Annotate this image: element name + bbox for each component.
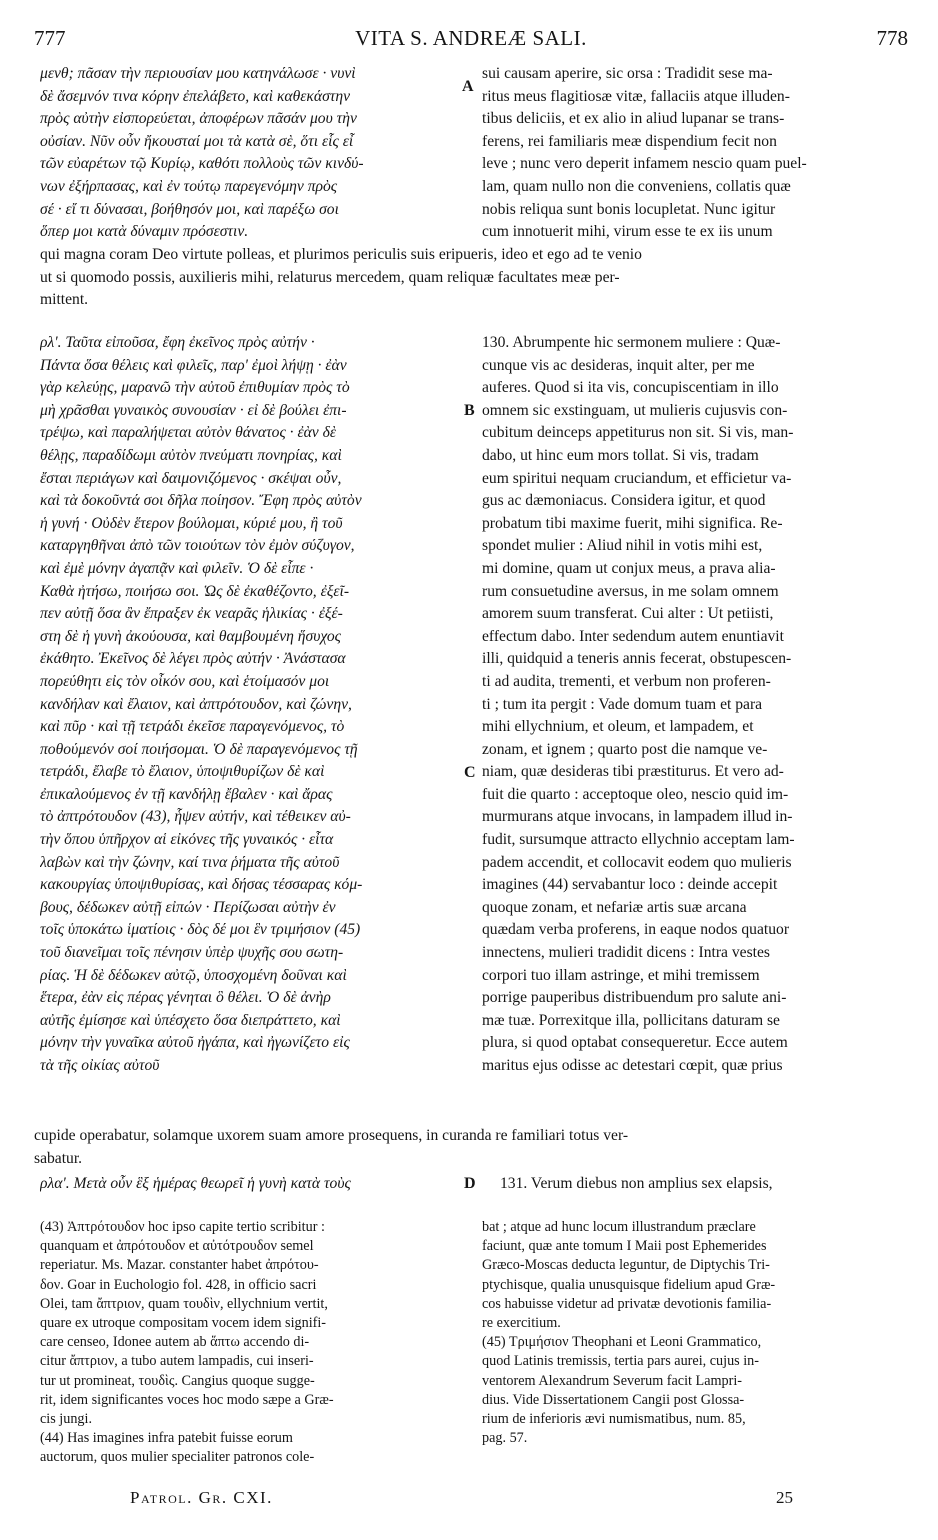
latin-column-block-1 xyxy=(482,63,898,244)
latin-line: quædam verba proferens, in eaque nodos quatuor xyxy=(482,921,790,939)
greek-line: πορεύθητι εἰς τὸν οἶκόν σου, καὶ ἑτοίμασόν μοι xyxy=(40,672,330,690)
greek-column-block-3 xyxy=(40,1173,468,1196)
greek-line: ρίας. Ἡ δὲ δέδωκεν αὐτῷ, ὑποσχομένη δοῦναι καὶ xyxy=(40,966,347,984)
latin-column-block-2 xyxy=(482,332,898,1078)
greek-line: μὴ χρᾶσθαι γυναικὸς συνουσίαν · εἰ δὲ βούλει ἐπι- xyxy=(40,401,347,419)
footnote-line: Græco-Moscas deducta leguntur, de Diptychis Tri- xyxy=(482,1257,770,1274)
latin-line: illi, quidquid a teneris annis fecerat, obstupescen- xyxy=(482,650,792,668)
footnote-line: δον. Goar in Euchologio fol. 428, in officio sacri xyxy=(40,1276,317,1293)
margin-marker-c: C xyxy=(464,764,476,781)
footnote-line: reperiatur. Ms. Mazar. constanter habet ἀπρότου- xyxy=(40,1257,319,1274)
greek-line: τοῦ διανεῖμαι τοῖς πένησιν ὑπὲρ ψυχῆς σου σωτη- xyxy=(40,944,344,962)
latin-line: spondet mulier : Aliud nihil in votis mihi est, xyxy=(482,537,763,555)
footnote-line: bat ; atque ad hunc locum illustrandum præclare xyxy=(482,1219,756,1235)
greek-line: καὶ ἐμὲ μόνην ἀγαπᾷν καὶ φιλεῖν. Ὁ δὲ εἶπε · xyxy=(40,559,314,577)
footnote-line: cis jungi. xyxy=(40,1411,93,1428)
footnote-line: rit, idem significantes voces hoc modo sæpe a Græ- xyxy=(40,1391,334,1408)
footnote-line: dius. Vide Dissertationem Cangii post Glossa- xyxy=(482,1391,745,1408)
latin-line: padem accendit, et collocavit eodem quo mulieris xyxy=(482,853,792,871)
greek-line: σέ · εἴ τι δύνασαι, βοήθησόν μοι, καὶ παρέξω σοι xyxy=(40,200,339,218)
latin-line: effectum dabo. Inter sedendum autem enuntiavit xyxy=(482,627,784,645)
greek-line: Καθὰ ἠτήσω, ποιήσω σοι. Ὡς δὲ ἐκαθέζοντο, ἐξεῖ- xyxy=(40,582,350,600)
running-title: VITA S. ANDREÆ SALI. xyxy=(355,26,587,50)
greek-line: πρὸς αὐτὴν εἰσπορεύεται, ἀποφέρων πᾶσάν μου τὴν xyxy=(40,110,357,128)
latin-line: fudit, sursumque attracto ellychnio acceptam lam- xyxy=(482,831,795,849)
footnote-line: quanquam et ἀπρότουδον et αὐτότρουδον semel xyxy=(40,1238,314,1255)
full-width-line: cupide operabatur, solamque uxorem suam amore prosequens, in curanda re familiari totus ver- xyxy=(34,1127,629,1144)
latin-line: lam, quam nullo non die conveniens, collatis quæ xyxy=(482,177,791,195)
greek-line: λαβὼν καὶ τὴν ζώνην, καί τινα ῥήματα τῆς αὐτοῦ xyxy=(40,853,340,871)
footnote-line: tur ut promineat, τουδὶς. Cangius quoque sugge- xyxy=(40,1372,315,1389)
greek-line: βους, δέδωκεν αὐτῇ εἰπών · Περίζωσαι αὐτὴν ἐν xyxy=(40,898,336,916)
greek-line: τοῖς ὑποκάτω ἱματίοις · δὸς δέ μοι ἓν τριμήσιον (45) xyxy=(40,921,361,939)
footnote-line: cos habuisse videtur ad privatæ devotionis familia- xyxy=(482,1295,772,1312)
latin-line: probatum tibi maxime fuerit, mihi significa. Re- xyxy=(482,514,783,532)
footnote-line: (45) Τριμήσιον Theophani et Leoni Grammatico, xyxy=(482,1334,762,1351)
footnote-line: rium de inferioris ævi numismatibus, num. 85, xyxy=(482,1411,746,1428)
greek-line: πεν αὐτῇ ὅσα ἂν ἔπραξεν ἐκ νεαρᾶς ἡλικίας · ἐξέ- xyxy=(40,605,343,623)
margin-marker-d: D xyxy=(464,1175,476,1192)
greek-line: ἐπικαλούμενος ἐν τῇ κανδήλῃ ἔβαλεν · καὶ ἄρας xyxy=(40,785,333,803)
greek-line: ἔσται περιάγων καὶ δαιμονιζόμενος · σκέψαι οὖν, xyxy=(40,469,342,487)
latin-line: corpori tuo illam astringe, et mihi tremissem xyxy=(482,966,760,984)
footnote-line: auctorum, quos mulier specialiter patronos cole- xyxy=(40,1449,315,1466)
latin-line: nobis reliqua sunt bonis locupletat. Nunc igitur xyxy=(482,200,776,218)
latin-line: mæ tuæ. Porrexitque illa, pollicitans daturam se xyxy=(482,1011,780,1029)
greek-line: ἕτερα, ἐὰν εἰς πέρας γένηται ὃ θέλει. Ὁ δὲ ἀνὴρ xyxy=(40,989,331,1007)
greek-line: ἐκάθητο. Ἐκεῖνος δὲ λέγει πρὸς αὐτήν · Ἀνάστασα xyxy=(40,650,346,668)
footer-page-number: 25 xyxy=(776,1488,793,1507)
greek-line: ρλα'. Μετὰ οὖν ἓξ ἡμέρας θεωρεῖ ἡ γυνὴ κατὰ τοὺς xyxy=(40,1175,351,1192)
latin-line: ti ad audita, trementi, et verbum non proferen- xyxy=(482,672,771,690)
greek-column-block-2 xyxy=(40,332,468,1078)
footer-series: Patrol. Gr. CXI. xyxy=(130,1488,273,1507)
greek-line: τετράδι, ἔλαβε τὸ ἔλαιον, ὑποψιθυρίζων δὲ καὶ xyxy=(40,763,325,781)
latin-line: maritus ejus odisse ac detestari cœpit, quæ prius xyxy=(482,1057,783,1074)
margin-marker-b: B xyxy=(464,402,475,419)
greek-line: ὅπερ μοι κατὰ δύναμιν πρόσεστιν. xyxy=(40,223,249,241)
footnote-line: Olei, tam ἄπτριον, quam τουδὶν, ellychnium vertit, xyxy=(40,1295,328,1312)
footnote-line: quare ex utroque compositam vocem idem signifi- xyxy=(40,1315,327,1332)
latin-line: omnem sic exstinguam, ut mulieris cujusvis con- xyxy=(482,401,788,419)
latin-line: zonam, et ignem ; quarto post die namque ve- xyxy=(482,740,768,758)
latin-line: quoque zonam, et nefariæ artis suæ arcana xyxy=(482,898,747,916)
full-width-line: qui magna coram Deo virtute polleas, et plurimos periculis suis eripueris, ideo et ego ad te venio xyxy=(40,246,642,263)
latin-line: amorem suum transferat. Cui alter : Ut petiisti, xyxy=(482,605,774,623)
greek-line: νων ἐξήρπασας, καὶ ἐν τούτῳ παρεγενόμην πρὸς xyxy=(40,177,338,195)
full-width-line: ut si quomodo possis, auxilieris mihi, relaturus mercedem, quam reliquæ facultates meæ per- xyxy=(40,268,620,286)
footnote-line: faciunt, quæ ante tomum I Maii post Ephemerides xyxy=(482,1238,767,1255)
latin-line: innectens, mulieri tradidit dicens : Intra vestes xyxy=(482,944,770,962)
latin-line: mi domine, quam ut conjux meus, a prava alia- xyxy=(482,559,776,577)
running-header xyxy=(34,26,908,58)
greek-line: τρέψω, καὶ παραλήψεται αὐτὸν θάνατος · ἐὰν δὲ xyxy=(40,424,337,442)
greek-line: κανδήλαν καὶ ἔλαιον, καὶ ἀπτρότουδον, καὶ ζώνην, xyxy=(40,695,352,713)
greek-line: τῶν εὐαρέτων τῷ Κυρίῳ, καθότι πολλοὺς τῶν κινδύ- xyxy=(40,155,364,173)
full-width-block-2 xyxy=(34,1125,900,1170)
latin-line: mihi ellychnium, et oleum, et lampadem, et xyxy=(482,718,754,736)
greek-line: ρλ'. Ταῦτα εἰποῦσα, ἔφη ἐκεῖνος πρὸς αὐτήν · xyxy=(40,334,315,351)
greek-line: τὰ τῆς οἰκίας αὐτοῦ xyxy=(40,1057,160,1074)
latin-line: plura, si quod optabat consequeretur. Ecce autem xyxy=(482,1034,788,1052)
greek-column-block-1 xyxy=(40,63,468,244)
greek-line: γὰρ κελεύῃς, μαρανῶ τὴν αὐτοῦ ἐπιθυμίαν πρὸς τὸ xyxy=(40,379,350,397)
greek-line: ἡ γυνή · Οὐδὲν ἕτερον βούλομαι, κύριέ μου, ἢ τοῦ xyxy=(40,514,343,532)
greek-line: μόνην τὴν γυναῖκα αὐτοῦ ἠγάπα, καὶ ἠγωνίζετο εἰς xyxy=(40,1034,350,1052)
latin-line: 130. Abrumpente hic sermonem muliere : Quæ- xyxy=(482,334,781,351)
right-page-number: 778 xyxy=(876,26,908,50)
greek-line: μενθ; πᾶσαν τὴν περιουσίαν μου κατηνάλωσε · νυνὶ xyxy=(40,65,356,82)
latin-line: eum spiritui nequam cruciandum, et efficietur va- xyxy=(482,469,792,487)
footnote-line: pag. 57. xyxy=(482,1430,528,1447)
greek-line: καὶ τὰ δοκοῦντά σοι δῆλα ποίησον. Ἔφη πρὸς αὐτὸν xyxy=(40,492,362,510)
latin-column-block-3 xyxy=(500,1173,898,1196)
latin-line: sui causam aperire, sic orsa : Tradidit sese ma- xyxy=(482,65,773,82)
greek-line: τὴν ὅπου ὑπῆρχον αἱ εἰκόνες τῆς γυναικός · εἶτα xyxy=(40,831,334,849)
footnote-line: quod Latinis tremissis, tertia pars aurei, cujus in- xyxy=(482,1353,759,1370)
latin-line: leve ; nunc vero deperit infamem nescio quam puel- xyxy=(482,155,807,173)
latin-line: dabo, ut hinc eum mors tollat. Si vis, tradam xyxy=(482,446,759,464)
greek-line: καταργηθῆναι ἀπὸ τῶν τοιούτων τὸν ἐμὸν σύζυγον, xyxy=(40,537,355,555)
latin-line: auferes. Quod si ita vis, concupiscentiam in illo xyxy=(482,379,779,397)
greek-line: δὲ ἄσεμνόν τινα κόρην ἐπελάβετο, καὶ καθεκάστην xyxy=(40,87,351,105)
left-page-number: 777 xyxy=(34,26,66,50)
latin-line: imagines (44) servabantur loco : deinde accepit xyxy=(482,876,778,894)
latin-line: porrige pauperibus distribuendum pro salute ani- xyxy=(482,989,787,1007)
footnote-line: re exercitium. xyxy=(482,1315,561,1332)
latin-line: fuit die quarto : acceptoque oleo, nescio quid im- xyxy=(482,785,789,803)
latin-line: niam, quæ desideras tibi præstiturus. Et vero ad- xyxy=(482,763,784,781)
latin-line: 131. Verum diebus non amplius sex elapsis, xyxy=(500,1175,773,1192)
latin-line: ti ; tum ita pergit : Vade domum tuam et para xyxy=(482,695,763,713)
footnote-line: care censeo, Idonee autem ab ἅπτω accendo di- xyxy=(40,1334,310,1351)
greek-line: αὐτῆς ἐμίσησε καὶ ὑπέσχετο ὅσα διεπράττετο, καὶ xyxy=(40,1011,341,1029)
latin-line: cum innotuerit mihi, virum esse te ex iis unum xyxy=(482,223,773,241)
latin-line: ritus meus flagitiosæ vitæ, fallaciis atque illuden- xyxy=(482,87,790,105)
latin-line: murmurans atque invocans, in lampadem illud in- xyxy=(482,808,793,826)
latin-line: rum consuetudine aversus, in me solam omnem xyxy=(482,582,779,600)
footnotes-left xyxy=(40,1218,462,1468)
greek-line: θέλῃς, παραδίδωμι αὐτὸν πνεύματι πονηρίας, καὶ xyxy=(40,446,342,464)
greek-line: στη δὲ ἡ γυνὴ ἀκούουσα, καὶ θαμβουμένη ἥσυχος xyxy=(40,627,342,645)
footnotes-right xyxy=(482,1218,898,1448)
latin-line: ferens, rei familiaris meæ dispendium fecit non xyxy=(482,132,777,150)
full-width-block-1 xyxy=(40,244,900,312)
full-width-line: mittent. xyxy=(40,291,89,309)
footnote-line: ventorem Alexandrum Severum facit Lampri- xyxy=(482,1372,743,1389)
footnote-line: (44) Has imagines infra patebit fuisse eorum xyxy=(40,1430,293,1447)
greek-line: ποθούμενόν σοί ποιήσομαι. Ὁ δὲ παραγενόμενος τῇ xyxy=(40,740,358,758)
latin-line: cunque vis ac desideras, inquit alter, per me xyxy=(482,356,755,374)
greek-line: κακουργίας ὑποψιθυρίσας, καὶ δήσας τέσσαρας κόμ- xyxy=(40,876,363,894)
footnote-line: (43) Ἀπτρότουδον hoc ipso capite tertio scribitur : xyxy=(40,1219,325,1235)
margin-marker-a: A xyxy=(462,78,474,95)
latin-line: cubitum deinceps appetiturus non sit. Si vis, man- xyxy=(482,424,794,442)
latin-line: tibus deliciis, et ex alio in aliud lupanar se trans- xyxy=(482,110,785,128)
greek-line: καὶ πῦρ · καὶ τῇ τετράδι ἐκεῖσε παραγενόμενος, τὸ xyxy=(40,718,345,736)
greek-line: οὐσίαν. Νῦν οὖν ἤκουσταί μοι τὰ κατὰ σὲ, ὅτι εἷς εἶ xyxy=(40,132,354,150)
greek-line: Πάντα ὅσα θέλεις καὶ φιλεῖς, παρ' ἐμοὶ λήψῃ · ἐὰν xyxy=(40,356,347,374)
full-width-line: sabatur. xyxy=(34,1149,83,1167)
footnote-line: ptychisque, qualia unusquisque fidelium apud Græ- xyxy=(482,1276,776,1293)
greek-line: τὸ ἀπτρότουδον (43), ἧψεν αὐτήν, καὶ τέθεικεν αὐ- xyxy=(40,808,351,826)
latin-line: gus ac dæmoniacus. Considera igitur, et quod xyxy=(482,492,766,510)
footnote-line: citur ἄπτριον, a tubo autem lampadis, cui inseri- xyxy=(40,1353,314,1370)
